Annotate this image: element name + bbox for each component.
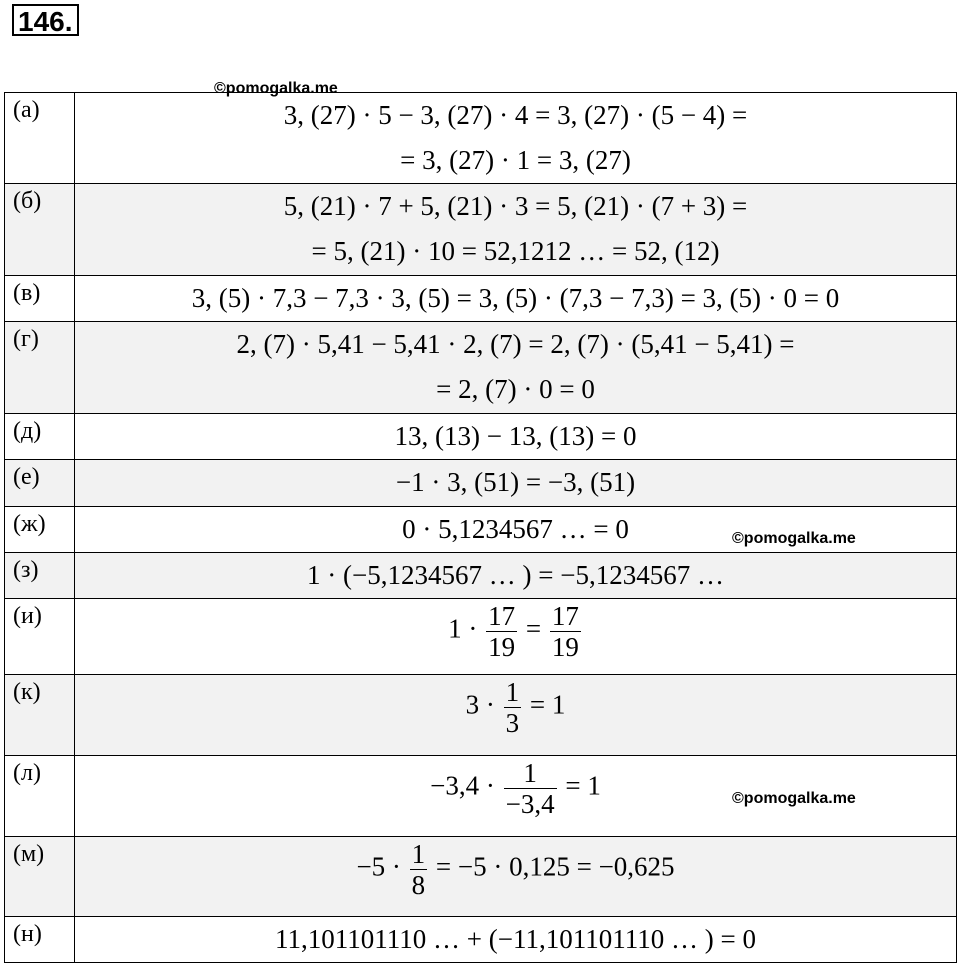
fraction-numerator: 1 [505,677,520,707]
fraction [550,601,581,662]
expression-prefix: −5 · [356,851,401,882]
expression-cell [75,276,957,322]
expression-line: = 3, (27) · 1 = 3, (27) [400,145,631,175]
table-row [5,93,957,184]
watermark: ©pomogalka.me [732,530,856,547]
expression-cell [75,553,957,599]
problem-number: 146. [12,4,79,36]
expression-line: 0 · 5,1234567 … = 0 [402,514,629,544]
fraction-denominator: 19 [551,632,579,662]
fraction-numerator: 1 [411,839,426,869]
table-row [5,460,957,507]
fraction [504,677,522,738]
table-row [5,276,957,322]
expression-cell [75,837,957,917]
row-label: (г) [5,322,75,414]
fraction-numerator: 1 [504,758,557,789]
expression-line: 2, (7) · 5,41 − 5,41 · 2, (7) = 2, (7) · (5,41 − 5,41) = [236,329,795,359]
expression-prefix: 3 · [465,689,495,720]
expression-cell [75,460,957,507]
row-label: (в) [5,276,75,322]
expression-prefix: 1 · [448,613,478,644]
row-label: (н) [5,917,75,963]
row-label: (ж) [5,507,75,553]
row-label: (б) [5,184,75,276]
table-row [5,837,957,917]
row-label: (и) [5,599,75,675]
row-label: (л) [5,756,75,837]
expression-cell [75,93,957,184]
expression-suffix: = 1 [565,770,601,801]
fraction-denominator: 8 [411,870,426,900]
expression-line: 11,101101110 … + (−11,101101110 … ) = 0 [275,924,756,954]
row-label: (з) [5,553,75,599]
expression-cell [75,599,957,675]
watermark: ©pomogalka.me [214,80,338,97]
table-row [5,414,957,460]
table-row [5,917,957,963]
expression-suffix: = −5 · 0,125 = −0,625 [435,851,675,882]
table-row [5,184,957,276]
table-row [5,675,957,756]
fraction-denominator: 19 [488,632,516,662]
expression-line: = 2, (7) · 0 = 0 [436,374,595,404]
expression-line: = 5, (21) · 10 = 52,1212 … = 52, (12) [311,236,720,266]
fraction [486,601,517,662]
table-row [5,599,957,675]
expression-cell [75,414,957,460]
expression-cell [75,322,957,414]
expression-line: 13, (13) − 13, (13) = 0 [394,421,637,451]
row-label: (е) [5,460,75,507]
expression-line: −1 · 3, (51) = −3, (51) [395,467,636,497]
expression-line: 1 · (−5,1234567 … ) = −5,1234567 … [307,560,724,590]
fraction-denominator: 3 [505,708,520,738]
fraction-denominator: −3,4 [505,789,555,819]
row-label: (к) [5,675,75,756]
watermark: ©pomogalka.me [732,790,856,807]
expression-line: 3, (5) · 7,3 − 7,3 · 3, (5) = 3, (5) · (7,3 − 7,3) = 3, (5) · 0 = 0 [191,283,840,313]
expression-cell [75,184,957,276]
table-row [5,553,957,599]
expression-cell [75,675,957,756]
table-row [5,322,957,414]
expression-line: 3, (27) · 5 − 3, (27) · 4 = 3, (27) · (5 − 4) = [283,100,748,130]
expression-line: 5, (21) · 7 + 5, (21) · 3 = 5, (21) · (7 + 3) = [283,191,748,221]
solutions-table [4,92,957,963]
expression-prefix: −3,4 · [430,770,495,801]
fraction [410,839,428,900]
fraction-numerator: 17 [551,601,579,631]
expression-cell [75,917,957,963]
fraction [504,758,557,819]
row-label: (м) [5,837,75,917]
fraction-numerator: 17 [488,601,516,631]
equals-sign: = [525,613,542,644]
row-label: (д) [5,414,75,460]
row-label: (а) [5,93,75,184]
expression-suffix: = 1 [529,689,566,720]
